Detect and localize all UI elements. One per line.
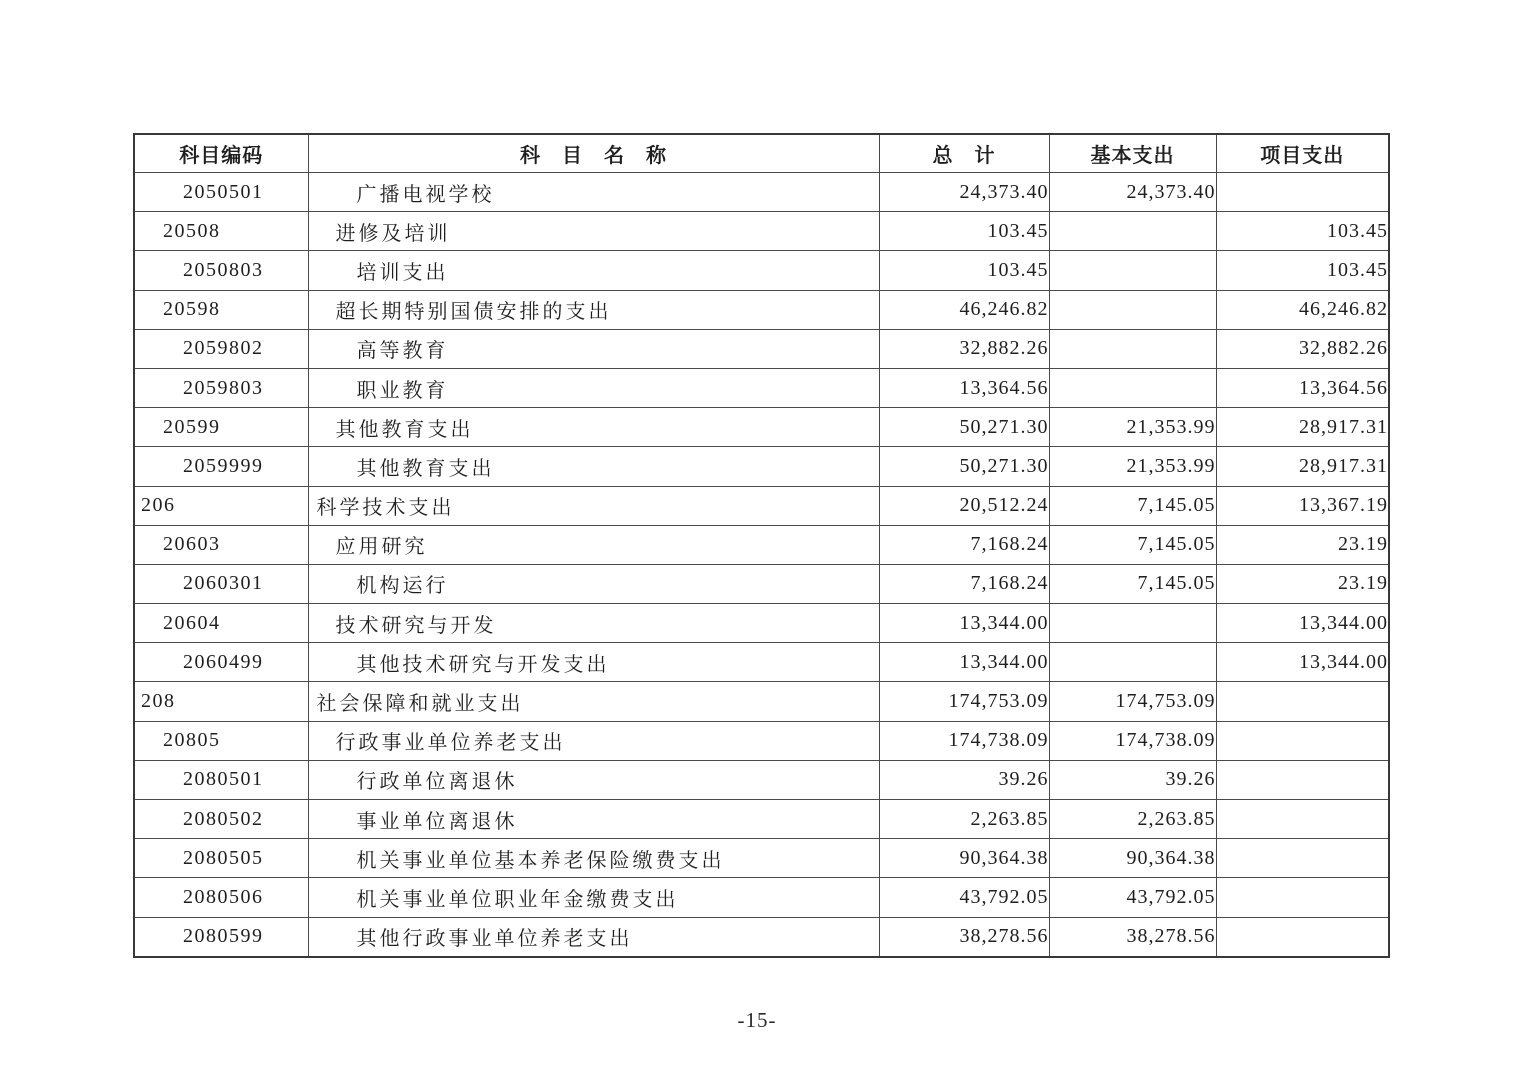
cell-subject-name: 应用研究 <box>308 525 879 564</box>
cell-basic-expense: 7,145.05 <box>1049 525 1216 564</box>
cell-basic-expense: 7,145.05 <box>1049 486 1216 525</box>
table-row <box>134 760 1389 799</box>
budget-table-container <box>133 133 1390 958</box>
table-row <box>134 290 1389 329</box>
cell-basic-expense: 24,373.40 <box>1049 173 1216 212</box>
cell-basic-expense: 174,738.09 <box>1049 721 1216 760</box>
table-row <box>134 173 1389 212</box>
cell-project-expense: 32,882.26 <box>1216 329 1389 368</box>
table-row <box>134 878 1389 917</box>
cell-project-expense <box>1216 721 1389 760</box>
cell-subject-name: 科学技术支出 <box>308 486 879 525</box>
cell-subject-name: 其他技术研究与开发支出 <box>308 643 879 682</box>
column-header-basic: 基本支出 <box>1049 134 1216 173</box>
table-row <box>134 917 1389 957</box>
cell-basic-expense <box>1049 329 1216 368</box>
table-row <box>134 212 1389 251</box>
cell-project-expense: 13,344.00 <box>1216 604 1389 643</box>
table-row <box>134 447 1389 486</box>
cell-project-expense: 103.45 <box>1216 251 1389 290</box>
cell-total-amount: 50,271.30 <box>879 408 1049 447</box>
cell-subject-code: 2080502 <box>134 800 308 839</box>
cell-subject-code: 2060499 <box>134 643 308 682</box>
cell-subject-name: 其他教育支出 <box>308 408 879 447</box>
cell-total-amount: 13,364.56 <box>879 368 1049 407</box>
cell-total-amount: 20,512.24 <box>879 486 1049 525</box>
table-row <box>134 643 1389 682</box>
cell-subject-code: 2059999 <box>134 447 308 486</box>
cell-project-expense: 46,246.82 <box>1216 290 1389 329</box>
cell-subject-name: 行政事业单位养老支出 <box>308 721 879 760</box>
cell-subject-code: 2080501 <box>134 760 308 799</box>
cell-total-amount: 13,344.00 <box>879 604 1049 643</box>
cell-total-amount: 46,246.82 <box>879 290 1049 329</box>
cell-basic-expense: 7,145.05 <box>1049 564 1216 603</box>
table-row <box>134 564 1389 603</box>
cell-subject-name: 技术研究与开发 <box>308 604 879 643</box>
cell-subject-name: 超长期特别国债安排的支出 <box>308 290 879 329</box>
cell-total-amount: 2,263.85 <box>879 800 1049 839</box>
column-header-name: 科 目 名 称 <box>308 134 879 173</box>
cell-project-expense <box>1216 682 1389 721</box>
cell-subject-code: 2080506 <box>134 878 308 917</box>
cell-subject-name: 机关事业单位基本养老保险缴费支出 <box>308 839 879 878</box>
cell-subject-code: 2080505 <box>134 839 308 878</box>
cell-project-expense <box>1216 878 1389 917</box>
budget-expense-table <box>133 133 1390 958</box>
cell-basic-expense <box>1049 368 1216 407</box>
table-row <box>134 251 1389 290</box>
cell-total-amount: 13,344.00 <box>879 643 1049 682</box>
cell-total-amount: 90,364.38 <box>879 839 1049 878</box>
cell-project-expense: 13,364.56 <box>1216 368 1389 407</box>
cell-subject-name: 机构运行 <box>308 564 879 603</box>
cell-total-amount: 50,271.30 <box>879 447 1049 486</box>
table-row <box>134 721 1389 760</box>
column-header-project: 项目支出 <box>1216 134 1389 173</box>
table-row <box>134 368 1389 407</box>
cell-subject-code: 20604 <box>134 604 308 643</box>
cell-subject-code: 20805 <box>134 721 308 760</box>
cell-project-expense: 23.19 <box>1216 564 1389 603</box>
cell-basic-expense: 38,278.56 <box>1049 917 1216 957</box>
cell-subject-code: 208 <box>134 682 308 721</box>
table-row <box>134 408 1389 447</box>
cell-subject-code: 2059803 <box>134 368 308 407</box>
cell-subject-code: 20603 <box>134 525 308 564</box>
cell-project-expense <box>1216 760 1389 799</box>
cell-project-expense: 13,344.00 <box>1216 643 1389 682</box>
cell-basic-expense <box>1049 290 1216 329</box>
cell-total-amount: 174,753.09 <box>879 682 1049 721</box>
cell-project-expense: 28,917.31 <box>1216 447 1389 486</box>
cell-total-amount: 39.26 <box>879 760 1049 799</box>
cell-basic-expense: 43,792.05 <box>1049 878 1216 917</box>
table-row <box>134 604 1389 643</box>
cell-subject-code: 20598 <box>134 290 308 329</box>
table-header-row <box>134 134 1389 173</box>
cell-subject-name: 职业教育 <box>308 368 879 407</box>
cell-project-expense: 28,917.31 <box>1216 408 1389 447</box>
cell-subject-name: 社会保障和就业支出 <box>308 682 879 721</box>
cell-project-expense <box>1216 800 1389 839</box>
cell-subject-name: 行政单位离退休 <box>308 760 879 799</box>
cell-basic-expense: 174,753.09 <box>1049 682 1216 721</box>
cell-total-amount: 24,373.40 <box>879 173 1049 212</box>
cell-subject-code: 2050501 <box>134 173 308 212</box>
cell-subject-code: 2050803 <box>134 251 308 290</box>
cell-project-expense <box>1216 917 1389 957</box>
table-row <box>134 329 1389 368</box>
cell-total-amount: 7,168.24 <box>879 525 1049 564</box>
cell-basic-expense <box>1049 212 1216 251</box>
cell-subject-name: 其他教育支出 <box>308 447 879 486</box>
cell-basic-expense: 90,364.38 <box>1049 839 1216 878</box>
cell-subject-name: 广播电视学校 <box>308 173 879 212</box>
cell-subject-code: 2060301 <box>134 564 308 603</box>
cell-total-amount: 7,168.24 <box>879 564 1049 603</box>
cell-project-expense: 23.19 <box>1216 525 1389 564</box>
table-row <box>134 682 1389 721</box>
cell-basic-expense <box>1049 251 1216 290</box>
cell-project-expense <box>1216 839 1389 878</box>
page-number: -15- <box>737 1008 777 1032</box>
table-row <box>134 800 1389 839</box>
cell-subject-code: 206 <box>134 486 308 525</box>
cell-subject-name: 培训支出 <box>308 251 879 290</box>
table-row <box>134 839 1389 878</box>
table-header <box>134 134 1389 173</box>
cell-subject-name: 机关事业单位职业年金缴费支出 <box>308 878 879 917</box>
cell-project-expense <box>1216 173 1389 212</box>
cell-basic-expense: 39.26 <box>1049 760 1216 799</box>
cell-total-amount: 38,278.56 <box>879 917 1049 957</box>
table-body <box>134 173 1389 957</box>
cell-basic-expense <box>1049 604 1216 643</box>
cell-subject-name: 事业单位离退休 <box>308 800 879 839</box>
cell-subject-code: 20508 <box>134 212 308 251</box>
cell-project-expense: 13,367.19 <box>1216 486 1389 525</box>
cell-subject-name: 进修及培训 <box>308 212 879 251</box>
table-row <box>134 486 1389 525</box>
cell-subject-code: 2080599 <box>134 917 308 957</box>
cell-subject-name: 高等教育 <box>308 329 879 368</box>
cell-basic-expense: 2,263.85 <box>1049 800 1216 839</box>
cell-total-amount: 43,792.05 <box>879 878 1049 917</box>
cell-total-amount: 174,738.09 <box>879 721 1049 760</box>
cell-subject-code: 20599 <box>134 408 308 447</box>
cell-subject-name: 其他行政事业单位养老支出 <box>308 917 879 957</box>
cell-basic-expense: 21,353.99 <box>1049 447 1216 486</box>
cell-subject-code: 2059802 <box>134 329 308 368</box>
cell-total-amount: 103.45 <box>879 212 1049 251</box>
cell-basic-expense <box>1049 643 1216 682</box>
cell-basic-expense: 21,353.99 <box>1049 408 1216 447</box>
column-header-code: 科目编码 <box>134 134 308 173</box>
table-row <box>134 525 1389 564</box>
column-header-total: 总 计 <box>879 134 1049 173</box>
cell-total-amount: 103.45 <box>879 251 1049 290</box>
cell-total-amount: 32,882.26 <box>879 329 1049 368</box>
cell-project-expense: 103.45 <box>1216 212 1389 251</box>
